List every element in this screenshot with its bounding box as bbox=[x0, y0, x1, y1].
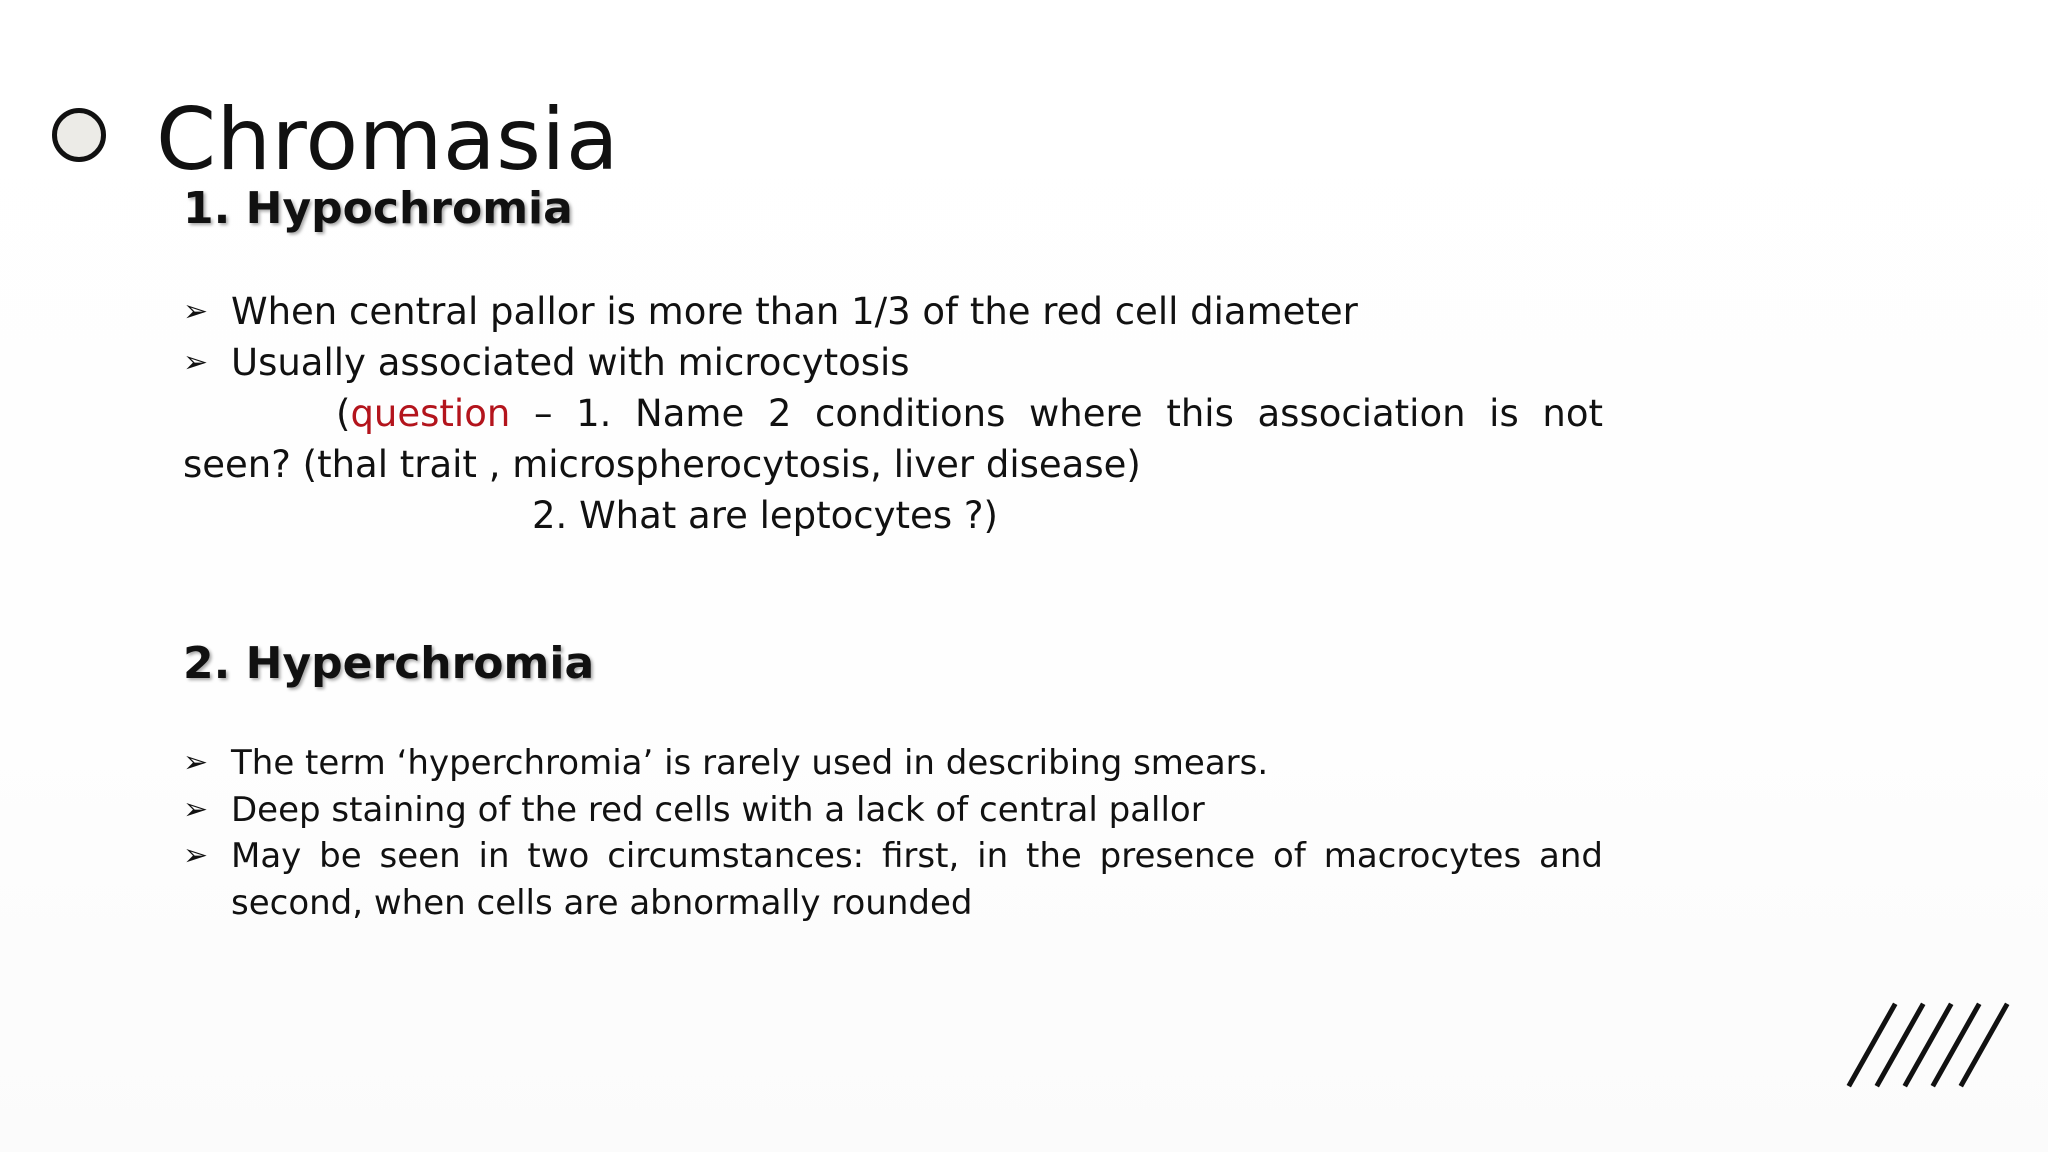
section-heading-hypochromia: 1. Hypochromia bbox=[183, 183, 573, 234]
list-item bbox=[183, 833, 1603, 926]
bullet-text: When central pallor is more than 1/3 of the red cell diameter bbox=[231, 290, 1358, 333]
question-text: – 1. Name 2 conditions where this association is not seen? (thal trait , microspherocytosis, liver disease) bbox=[183, 392, 1603, 486]
arrow-bullet-icon: ➢ bbox=[183, 791, 209, 827]
hyperchromia-bullet-list bbox=[183, 740, 1603, 926]
list-item bbox=[183, 740, 1603, 787]
question-label: question bbox=[350, 392, 511, 435]
diagonal-lines-icon bbox=[1840, 1000, 2020, 1090]
arrow-bullet-icon: ➢ bbox=[183, 294, 209, 329]
bullet-text: Deep staining of the red cells with a lack of central pallor bbox=[231, 789, 1205, 830]
arrow-bullet-icon: ➢ bbox=[183, 838, 209, 873]
question-open-paren: ( bbox=[336, 392, 351, 435]
list-item bbox=[183, 787, 1603, 834]
slide-title: Chromasia bbox=[156, 90, 620, 190]
arrow-bullet-icon: ➢ bbox=[183, 745, 209, 780]
question-paragraph bbox=[183, 388, 1603, 490]
list-item bbox=[183, 286, 1358, 337]
circle-icon bbox=[52, 108, 106, 162]
hypochromia-bullet-list bbox=[183, 286, 1358, 388]
section-heading-hyperchromia: 2. Hyperchromia bbox=[183, 638, 595, 689]
arrow-bullet-icon: ➢ bbox=[183, 345, 209, 380]
question-second-line: 2. What are leptocytes ?) bbox=[532, 494, 998, 537]
bullet-text: The term ‘hyperchromia’ is rarely used in describing smears. bbox=[231, 743, 1269, 783]
bullet-text: May be seen in two circumstances: first, in the presence of macrocytes and second, when cells are abnormally rounded bbox=[231, 836, 1603, 923]
list-item bbox=[183, 337, 1358, 388]
bullet-text: Usually associated with microcytosis bbox=[231, 341, 910, 384]
